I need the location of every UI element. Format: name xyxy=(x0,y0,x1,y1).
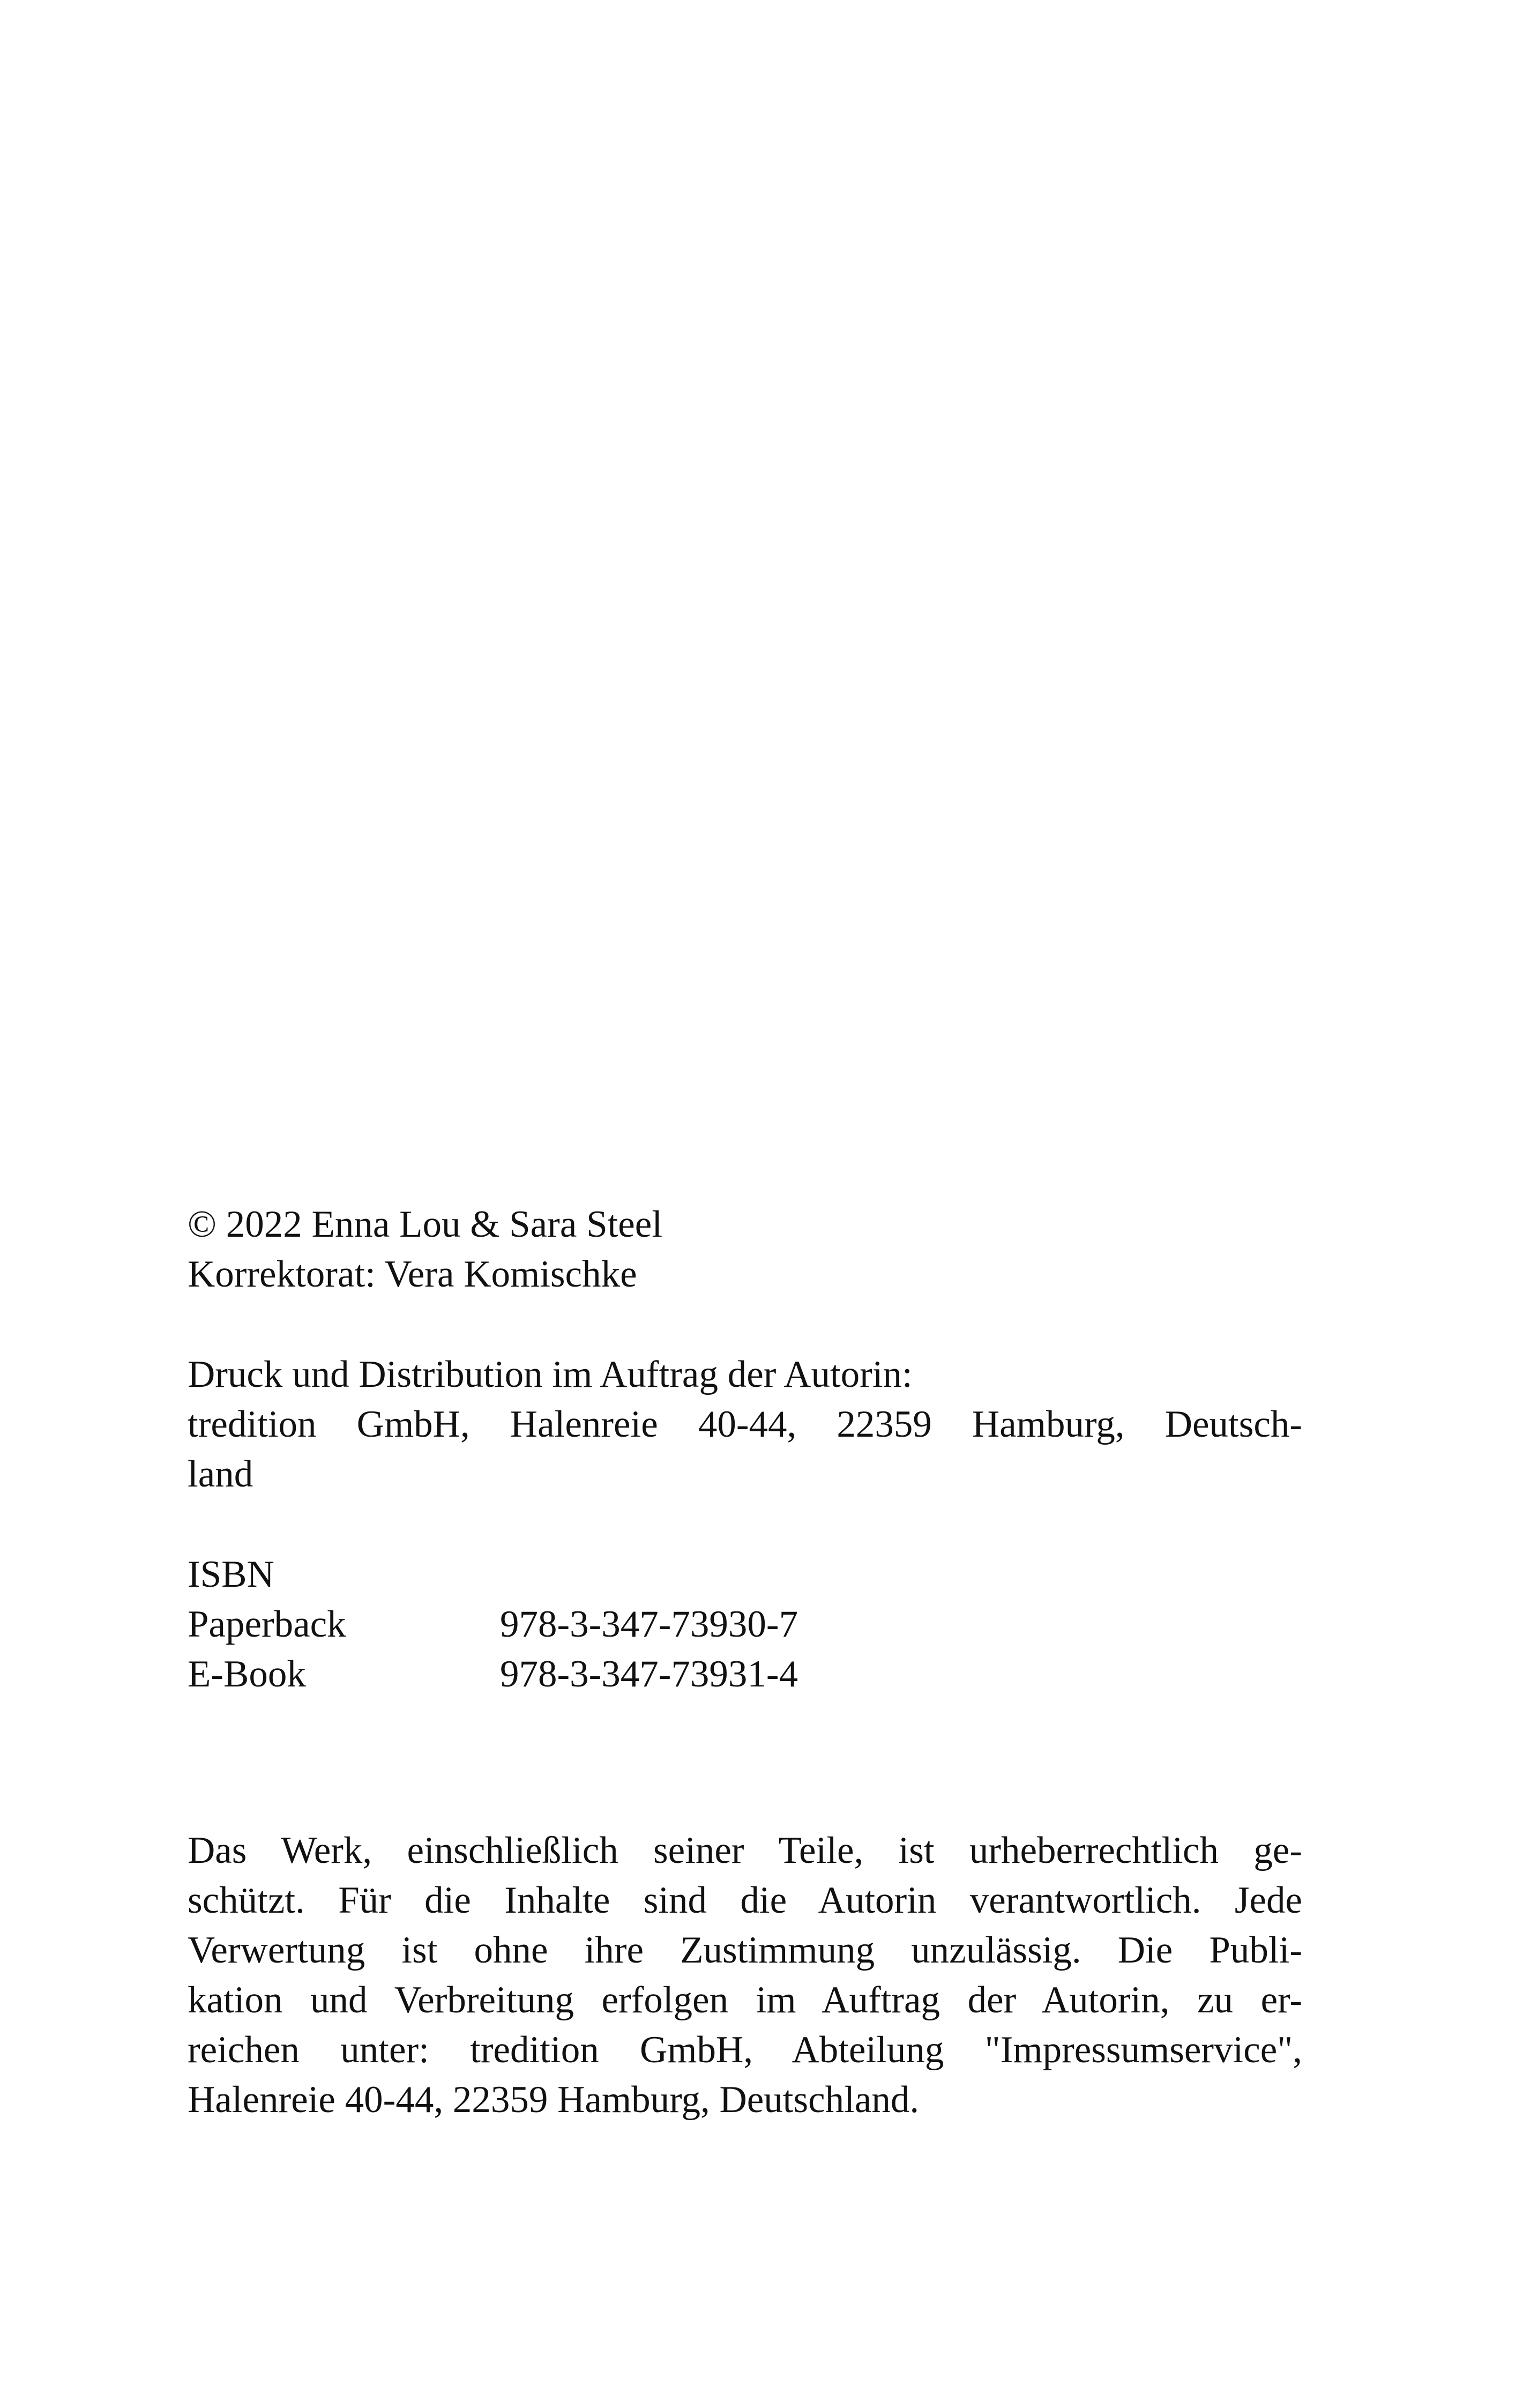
isbn-row-ebook xyxy=(188,1649,1302,1699)
isbn-row-paperback xyxy=(188,1600,1302,1649)
notice-line: Das Werk, einschließlich seiner Teile, ist urheberrechtlich ge- xyxy=(188,1830,1302,1871)
isbn-format-label: Paperback xyxy=(188,1603,346,1645)
isbn-block xyxy=(188,1550,1302,1699)
copyright-notice-paragraph xyxy=(188,1826,1302,2125)
print-address-line: tredition GmbH, Halenreie 40-44, 22359 Hamburg, Deutsch- xyxy=(188,1403,1302,1445)
notice-line: kation und Verbreitung erfolgen im Auftrag der Autorin, zu er- xyxy=(188,1979,1302,2021)
proofreading-line: Korrektorat: Vera Komischke xyxy=(188,1253,637,1295)
copyright-block xyxy=(188,1200,1302,1299)
copyright-line: © 2022 Enna Lou & Sara Steel xyxy=(188,1203,663,1245)
isbn-number: 978-3-347-73931-4 xyxy=(500,1653,798,1695)
notice-line: Halenreie 40-44, 22359 Hamburg, Deutschland. xyxy=(188,2079,920,2121)
isbn-format-label: E-Book xyxy=(188,1653,306,1695)
print-distribution-block xyxy=(188,1350,1302,1499)
isbn-heading: ISBN xyxy=(188,1554,274,1595)
notice-line: schützt. Für die Inhalte sind die Autorin verantwortlich. Jede xyxy=(188,1879,1302,1921)
print-address-line-end: land xyxy=(188,1453,253,1495)
notice-line: reichen unter: tredition GmbH, Abteilung "Impressumservice", xyxy=(188,2029,1302,2071)
notice-line: Verwertung ist ohne ihre Zustimmung unzulässig. Die Publi- xyxy=(188,1929,1302,1971)
print-intro-line: Druck und Distribution im Auftrag der Autorin: xyxy=(188,1354,913,1395)
isbn-number: 978-3-347-73930-7 xyxy=(500,1603,798,1645)
